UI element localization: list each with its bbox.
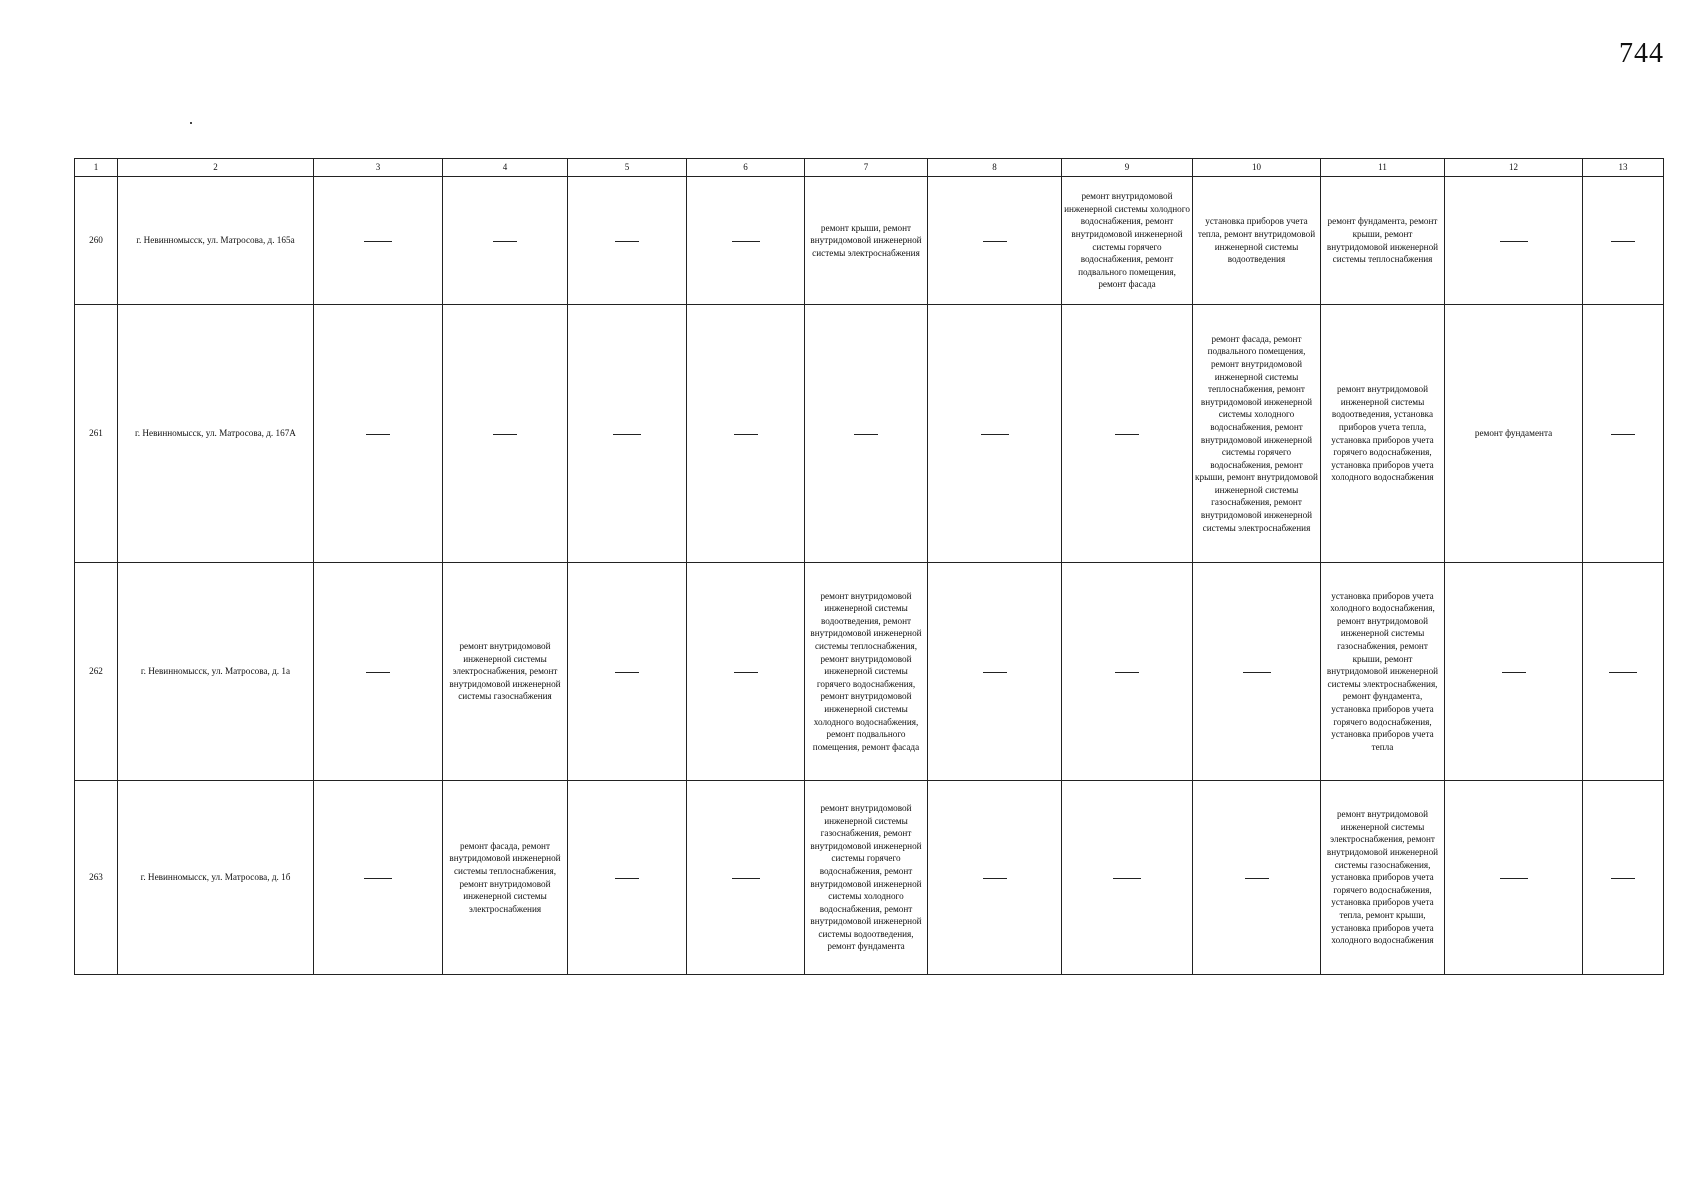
empty-cell <box>1583 305 1664 563</box>
empty-cell <box>687 781 805 975</box>
dash-mark <box>366 434 390 435</box>
empty-cell <box>314 177 443 305</box>
dash-mark <box>854 434 878 435</box>
dash-mark <box>613 434 641 435</box>
empty-cell <box>1062 305 1193 563</box>
column-header: 12 <box>1445 159 1583 177</box>
work-description: установка приборов учета холодного водоснабжения, ремонт внутридомовой инженерной системы газоснабжения, ремонт крыши, ремонт внутридомовой инженерной системы электроснабжения, ремонт фундамента, установка приборов учета горячего водоснабжения, установка приборов учета тепла <box>1326 590 1439 752</box>
empty-cell <box>687 563 805 781</box>
dash-mark <box>983 672 1007 673</box>
dash-mark <box>1500 241 1528 242</box>
work-description-cell <box>443 781 568 975</box>
dash-mark <box>493 241 517 242</box>
column-header: 3 <box>314 159 443 177</box>
dash-mark <box>734 672 758 673</box>
empty-cell <box>928 177 1062 305</box>
address-cell: г. Невинномысск, ул. Матросова, д. 1б <box>118 781 314 975</box>
scan-speck <box>190 122 192 124</box>
column-header-row <box>75 159 1664 177</box>
dash-mark <box>983 241 1007 242</box>
dash-mark <box>734 434 758 435</box>
table-row <box>75 563 1664 781</box>
dash-mark <box>1245 878 1269 879</box>
dash-mark <box>615 878 639 879</box>
column-header: 10 <box>1193 159 1321 177</box>
dash-mark <box>1611 241 1635 242</box>
empty-cell <box>1583 781 1664 975</box>
repair-schedule-table <box>74 158 1664 975</box>
empty-cell <box>568 177 687 305</box>
work-description: ремонт фундамента <box>1474 428 1553 439</box>
empty-cell <box>928 781 1062 975</box>
empty-cell <box>1583 563 1664 781</box>
column-header: 8 <box>928 159 1062 177</box>
dash-mark <box>364 878 392 879</box>
column-header: 6 <box>687 159 805 177</box>
work-description-cell <box>1321 563 1445 781</box>
dash-mark <box>1502 672 1526 673</box>
work-description: ремонт фасада, ремонт внутридомовой инженерной системы теплоснабжения, ремонт внутридомовой инженерной системы электроснабжения <box>449 840 561 914</box>
dash-mark <box>1115 672 1139 673</box>
work-description: ремонт внутридомовой инженерной системы водоотведения, установка приборов учета тепла, установка приборов учета горячего водоснабжения, установка приборов учета холодного водоснабжения <box>1331 384 1434 483</box>
empty-cell <box>928 305 1062 563</box>
dash-mark <box>732 878 760 879</box>
empty-cell <box>443 177 568 305</box>
dash-mark <box>1113 878 1141 879</box>
empty-cell <box>1062 563 1193 781</box>
work-description: ремонт внутридомовой инженерной системы водоотведения, ремонт внутридомовой инженерной системы теплоснабжения, ремонт внутридомовой инженерной системы горячего водоснабжения, ремонт внутридомовой инженерной системы холодного водоснабжения, ремонт подвального помещения, ремонт фасада <box>810 590 922 752</box>
empty-cell <box>568 781 687 975</box>
work-description-cell <box>1321 177 1445 305</box>
dash-mark <box>1611 878 1635 879</box>
table-row <box>75 781 1664 975</box>
empty-cell <box>687 177 805 305</box>
dash-mark <box>493 434 517 435</box>
column-header: 2 <box>118 159 314 177</box>
empty-cell <box>568 563 687 781</box>
work-description-cell <box>1062 177 1193 305</box>
address-cell: г. Невинномысск, ул. Матросова, д. 1а <box>118 563 314 781</box>
work-description: ремонт фундамента, ремонт крыши, ремонт внутридомовой инженерной системы теплоснабжения <box>1326 216 1439 265</box>
empty-cell <box>805 305 928 563</box>
column-header: 7 <box>805 159 928 177</box>
row-number: 263 <box>75 781 118 975</box>
empty-cell <box>1062 781 1193 975</box>
work-description: ремонт крыши, ремонт внутридомовой инженерной системы электроснабжения <box>810 222 922 258</box>
empty-cell <box>568 305 687 563</box>
dash-mark <box>983 878 1007 879</box>
work-description-cell <box>1193 177 1321 305</box>
dash-mark <box>615 672 639 673</box>
empty-cell <box>1193 563 1321 781</box>
row-number: 262 <box>75 563 118 781</box>
column-header: 4 <box>443 159 568 177</box>
work-description-cell <box>1321 781 1445 975</box>
dash-mark <box>1243 672 1271 673</box>
empty-cell <box>1193 781 1321 975</box>
table-row <box>75 177 1664 305</box>
column-header: 1 <box>75 159 118 177</box>
work-description-cell <box>443 563 568 781</box>
work-description-cell <box>805 781 928 975</box>
empty-cell <box>1445 563 1583 781</box>
work-description: ремонт внутридомовой инженерной системы газоснабжения, ремонт внутридомовой инженерной системы горячего водоснабжения, ремонт внутридомовой инженерной системы холодного водоснабжения, ремонт внутридомовой инженерной системы водоотведения, ремонт фундамента <box>810 802 922 952</box>
work-description: ремонт внутридомовой инженерной системы электроснабжения, ремонт внутридомовой инженерной системы газоснабжения <box>449 641 561 702</box>
column-header: 9 <box>1062 159 1193 177</box>
empty-cell <box>314 305 443 563</box>
work-description-cell <box>1321 305 1445 563</box>
dash-mark <box>1611 434 1635 435</box>
column-header: 5 <box>568 159 687 177</box>
dash-mark <box>1115 434 1139 435</box>
work-description: установка приборов учета тепла, ремонт внутридомовой инженерной системы водоотведения <box>1197 216 1316 265</box>
work-description: ремонт фасада, ремонт подвального помещения, ремонт внутридомовой инженерной системы теплоснабжения, ремонт внутридомовой инженерной системы холодного водоснабжения, ремонт внутридомовой инженерной системы горячего водоснабжения, ремонт крыши, ремонт внутридомовой инженерной системы газоснабжения, ремонт внутридомовой инженерной системы электроснабжения <box>1195 333 1318 533</box>
dash-mark <box>366 672 390 673</box>
dash-mark <box>1500 878 1528 879</box>
empty-cell <box>443 305 568 563</box>
work-description: ремонт внутридомовой инженерной системы электроснабжения, ремонт внутридомовой инженерной системы газоснабжения, установка приборов учета горячего водоснабжения, установка приборов учета тепла, ремонт крыши, установка приборов учета холодного водоснабжения <box>1326 809 1439 946</box>
empty-cell <box>1445 177 1583 305</box>
table-row <box>75 305 1664 563</box>
dash-mark <box>364 241 392 242</box>
dash-mark <box>981 434 1009 435</box>
dash-mark <box>732 241 760 242</box>
empty-cell <box>314 781 443 975</box>
empty-cell <box>687 305 805 563</box>
address-cell: г. Невинномысск, ул. Матросова, д. 165а <box>118 177 314 305</box>
empty-cell <box>928 563 1062 781</box>
work-description-cell <box>1445 305 1583 563</box>
column-header: 13 <box>1583 159 1664 177</box>
dash-mark <box>615 241 639 242</box>
empty-cell <box>1445 781 1583 975</box>
address-cell: г. Невинномысск, ул. Матросова, д. 167А <box>118 305 314 563</box>
page-number: 744 <box>1619 38 1664 69</box>
work-description-cell <box>805 563 928 781</box>
empty-cell <box>314 563 443 781</box>
dash-mark <box>1609 672 1637 673</box>
empty-cell <box>1583 177 1664 305</box>
work-description-cell <box>1193 305 1321 563</box>
row-number: 261 <box>75 305 118 563</box>
work-description: ремонт внутридомовой инженерной системы холодного водоснабжения, ремонт внутридомовой инженерной системы горячего водоснабжения, ремонт подвального помещения, ремонт фасада <box>1064 191 1190 290</box>
row-number: 260 <box>75 177 118 305</box>
column-header: 11 <box>1321 159 1445 177</box>
work-description-cell <box>805 177 928 305</box>
